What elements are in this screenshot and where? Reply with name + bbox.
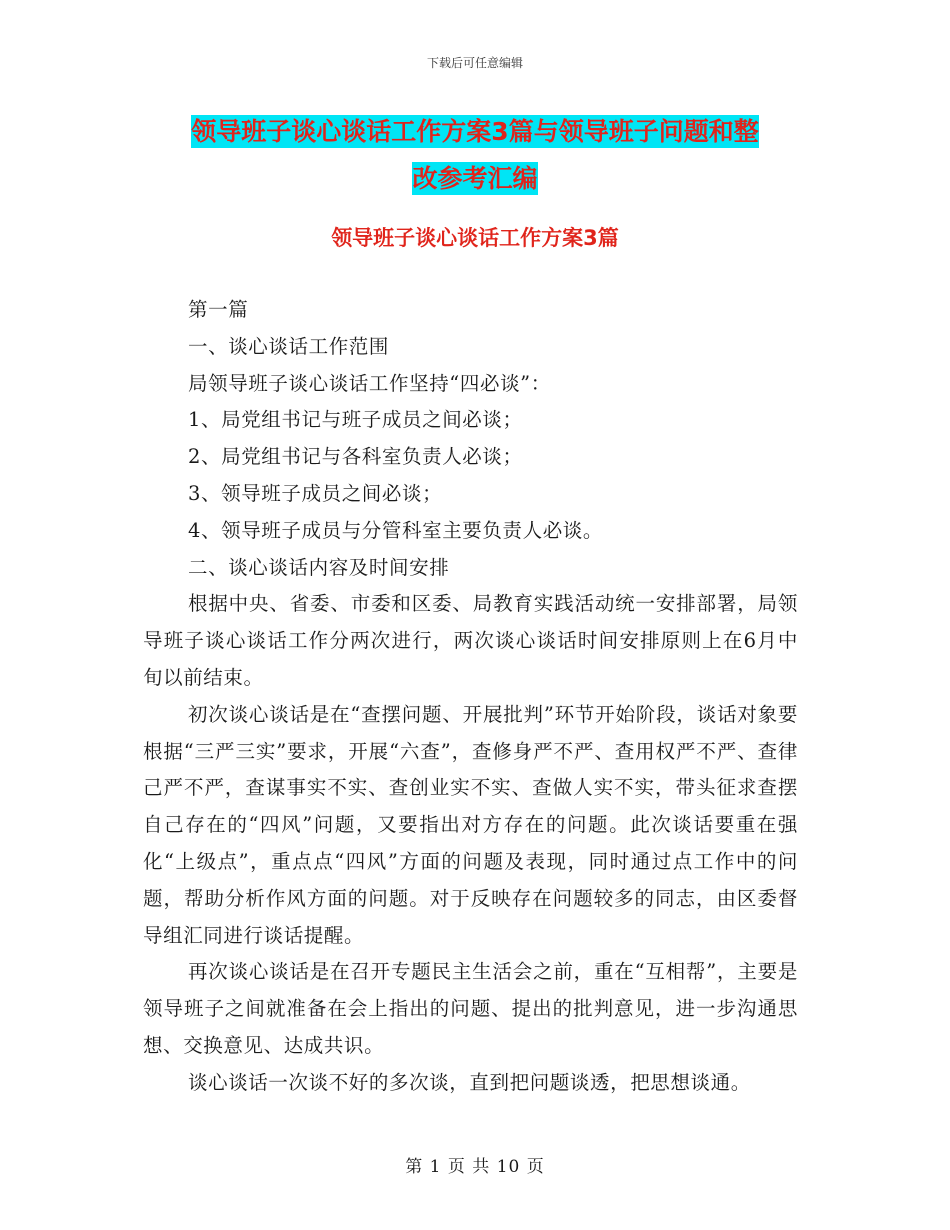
part-label: 第一篇 — [188, 298, 249, 321]
document-body — [143, 292, 798, 1102]
list-item: 1、局党组书记与班子成员之间必谈； — [188, 408, 523, 432]
list-item: 4、领导班子成员与分管科室主要负责人必谈。 — [188, 518, 604, 542]
header-note: 下载后可任意编辑 — [426, 56, 523, 70]
document-title — [140, 108, 810, 202]
section-1-heading: 一、谈心谈话工作范围 — [188, 334, 390, 358]
body-paragraph: 根据中央、省委、市委和区委、局教育实践活动统一安排部署，局领导班子谈心谈话工作分两次进行，两次谈心谈话时间安排原则上在6月中旬以前结束。 — [143, 592, 798, 689]
body-paragraph: 初次谈心谈话是在“查摆问题、开展批判”环节开始阶段，谈话对象要根据“三严三实”要求，开展“六查”，查修身严不严、查用权严不严、查律己严不严，查谋事实不实、查创业实不实、查做人实不实，带头征求查摆自己存在的“四风”问题，又要指出对方存在的问题。此次谈话要重在强化“上级点”，重点点“四风”方面的问题及表现，同时通过点工作中的问题，帮助分析作风方面的问题。对于反映存在问题较多的同志，由区委督导组汇同进行谈话提醒。 — [143, 702, 798, 947]
document-title-line-2: 改参考汇编 — [412, 164, 538, 193]
section-title: 领导班子谈心谈话工作方案3篇 — [331, 226, 619, 250]
page-footer: 第 1 页 共 10 页 — [405, 1157, 545, 1177]
list-item: 3、领导班子成员之间必谈； — [188, 481, 443, 505]
list-item: 2、局党组书记与各科室负责人必谈； — [188, 445, 523, 469]
section-2-heading: 二、谈心谈话内容及时间安排 — [188, 555, 450, 579]
body-paragraph: 再次谈心谈话是在召开专题民主生活会之前，重在“互相帮”，主要是领导班子之间就准备在会上指出的问题、提出的批判意见，进一步沟通思想、交换意见、达成共识。 — [143, 960, 798, 1057]
body-paragraph: 谈心谈话一次谈不好的多次谈，直到把问题谈透，把思想谈通。 — [188, 1070, 751, 1094]
document-title-line-1: 领导班子谈心谈话工作方案3篇与领导班子问题和整 — [191, 117, 759, 146]
section-1-intro: 局领导班子谈心谈话工作坚持“四必谈”： — [188, 371, 551, 395]
